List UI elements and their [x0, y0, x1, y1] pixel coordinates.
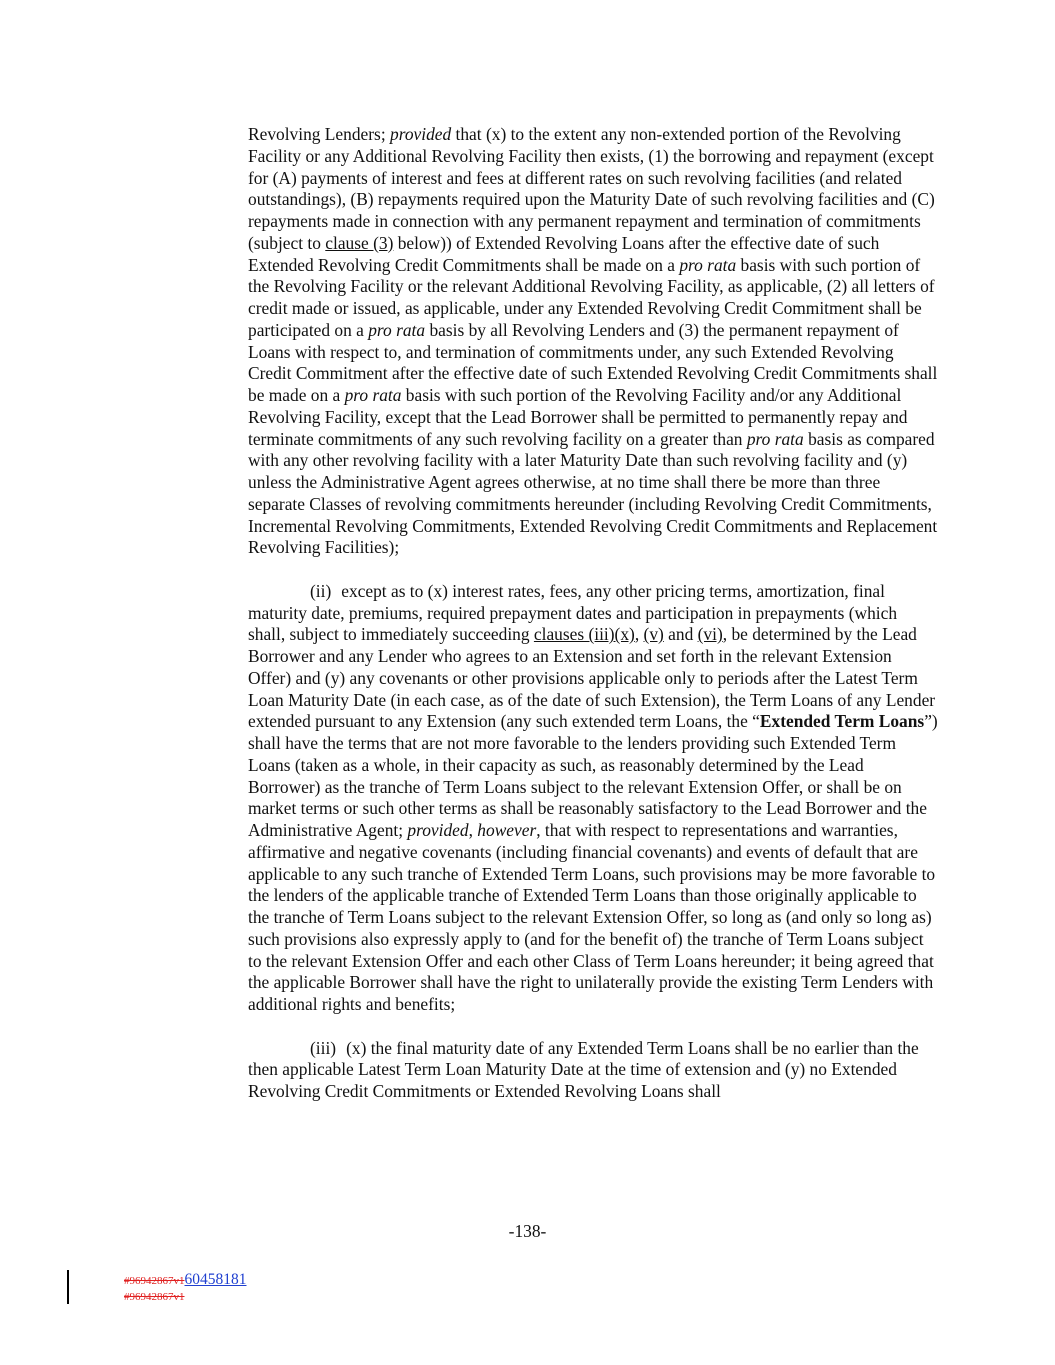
- emphasis-pro-rata: pro rata: [368, 319, 426, 340]
- text-span: ”) shall have the terms that are not more favorable to the lenders providing such Extended Term Loans (taken as a whole, in their capacity as such, as reasonably determined by the Lead Borrower) as the tranche of Term Loans subject to the relevant Extension Offer, or shall be on market terms or such other terms as shall be reasonably satisfactory to the Lead Borrower and the Administrative Agent;: [248, 711, 938, 840]
- emphasis-pro-rata: pro rata: [746, 428, 804, 449]
- text-span: and: [663, 624, 698, 645]
- clause-reference: clauses (iii)(x): [533, 624, 635, 645]
- text-span: (x) the final maturity date of any Extended Term Loans shall be no earlier than the then applicable Latest Term Loan Maturity Date at the time of extension and (y) no Extended Revolving Credit Commitments or Extended Revolving Loans shall: [248, 1037, 919, 1101]
- revision-change-bar: [67, 1270, 69, 1304]
- emphasis-pro-rata: pro rata: [344, 385, 402, 405]
- inserted-document-id: 60458181: [184, 1271, 247, 1288]
- paragraph-clause-ii: [248, 581, 938, 1016]
- text-span: basis with such portion of the Revolving Facility and/or any Additional Revolving Facility, except that the Lead Borrower shall be permitted to permanently repay and terminate commitments of any such revolving facility on a greater than: [248, 385, 908, 449]
- emphasis-however: however: [477, 820, 537, 840]
- text-span: below)) of Extended Revolving Loans after the effective date of such Extended Revolving Credit Commitments shall be made on a: [248, 232, 880, 275]
- text-span: basis by all Revolving Lenders and (3) the permanent repayment of Loans with respect to, and termination of commitments under, any such Extended Revolving Credit Commitment after the effective date of such Extended Revolving Credit Commitments shall be made on a: [248, 319, 938, 405]
- text-span: ,: [468, 820, 478, 840]
- defined-term: Extended Term Loans: [759, 711, 925, 732]
- page-number: -138-: [508, 1221, 547, 1241]
- body-text: [248, 124, 938, 1103]
- clause-reference: clause (3): [325, 232, 394, 253]
- emphasis-provided: provided: [390, 124, 452, 144]
- text-span: basis as compared with any other revolving facility with a later Maturity Date than such revolving facility and (y) unless the Administrative Agent agrees otherwise, at no time shall there be more than three separate Classes of revolving commitments hereunder (including Revolving Credit Commitments, Incremental Revolving Commitments, Extended Revolving Credit Commitments and Replacement Revolving Facilities);: [248, 428, 938, 558]
- deleted-document-id: #96942867v1: [124, 1275, 185, 1287]
- paragraph-clause-iii: [248, 1038, 938, 1103]
- text-span: Revolving Lenders;: [248, 124, 390, 144]
- clause-marker-iii: (iii): [310, 1037, 337, 1058]
- paragraph-revolving-lenders: [248, 124, 938, 559]
- clause-reference: (vi): [697, 624, 723, 645]
- text-span: , that with respect to representations and warranties, affirmative and negative covenants (including financial covenants) and events of default that are applicable to any such tranche of Extended Term Loans, such provisions may be more favorable to the lenders of the applicable tranche of Extended Term Loans than those originally applicable to the tranche of Term Loans subject to the relevant Extension Offer, so long as (and only so long as) such provisions also expressly apply to (and for the benefit of) the tranche of Term Loans subject to the relevant Extension Offer and each other Class of Term Loans hereunder; it being agreed that the applicable Borrower shall have the right to unilaterally provide the existing Term Lenders with additional rights and benefits;: [248, 820, 936, 1014]
- text-span: except as to (x) interest rates, fees, any other pricing terms, amortization, final maturity date, premiums, required prepayment dates and participation in prepayments (which shall, subject to immediately succeeding: [248, 580, 898, 645]
- text-span: , be determined by the Lead Borrower and any Lender who agrees to an Extension and set forth in the relevant Extension Offer) and (y) any covenants or other provisions applicable only to periods after the Latest Term Loan Maturity Date (in each case, as of the date of such Extension), the Term Loans of any Lender extended pursuant to any Extension (any such extended term Loans, the “: [248, 624, 936, 732]
- text-span: basis with such portion of the Revolving Facility or the relevant Additional Revolving Facility, as applicable, (2) all letters of credit made or issued, as applicable, under any Extended Revolving Credit Commitment shall be participated on a: [248, 254, 935, 340]
- clause-reference: (v): [643, 624, 664, 645]
- document-id-footer: [124, 1272, 247, 1305]
- text-span: ,: [634, 624, 644, 645]
- deleted-document-id: #96942867v1: [124, 1291, 185, 1303]
- emphasis-pro-rata: pro rata: [679, 254, 737, 275]
- emphasis-provided: provided: [407, 820, 469, 840]
- clause-marker-ii: (ii): [310, 580, 332, 601]
- text-span: that (x) to the extent any non-extended portion of the Revolving Facility or any Additional Revolving Facility then exists, (1) the borrowing and repayment (except for (A) payments of interest and fees at different rates on such revolving facilities (and related outstandings), (B) repayments required upon the Maturity Date of such revolving facilities and (C) repayments made in connection with any permanent repayment and termination of commitments (subject to: [248, 124, 935, 253]
